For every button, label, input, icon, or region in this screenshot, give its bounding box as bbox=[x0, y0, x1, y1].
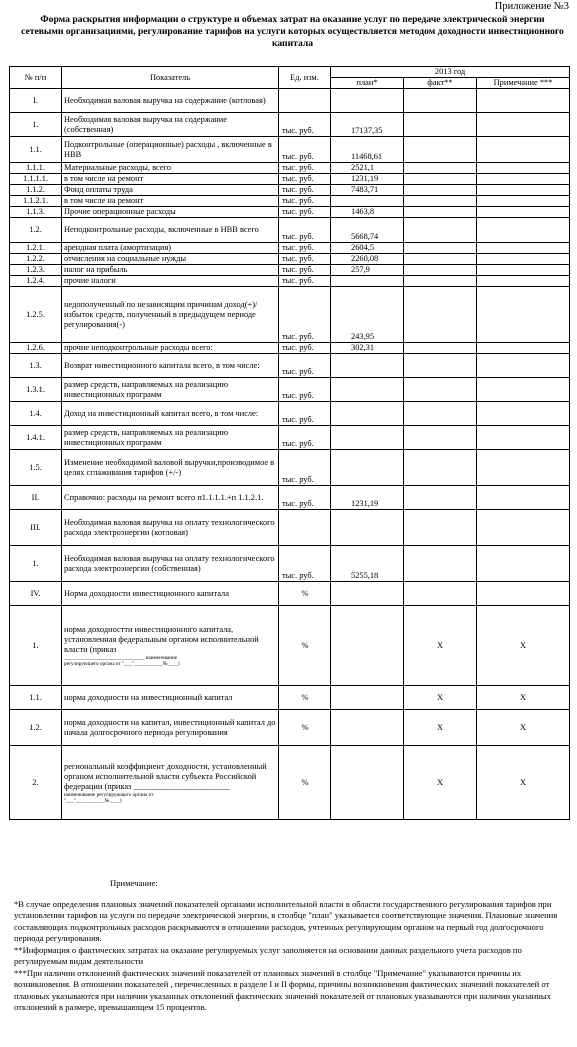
row-unit: тыс. руб. bbox=[279, 243, 331, 254]
row-fact bbox=[404, 113, 477, 137]
row-plan: 1231,19 bbox=[331, 174, 404, 185]
table-row bbox=[10, 276, 570, 287]
row-plan bbox=[331, 426, 404, 450]
row-number: I. bbox=[10, 89, 62, 113]
row-indicator bbox=[62, 207, 279, 218]
row-fact bbox=[404, 265, 477, 276]
indicator-text: в том числе на ремонт bbox=[64, 196, 144, 205]
indicator-text: в том числе на ремонт bbox=[64, 174, 144, 183]
row-indicator bbox=[62, 710, 279, 746]
header-year: 2013 год bbox=[331, 67, 570, 78]
row-fact: X bbox=[404, 710, 477, 746]
row-number: 1.2.2. bbox=[10, 254, 62, 265]
indicator-text: Изменение необходимой валовой выручки,производимое в целях сглаживания тарифов (+/-) bbox=[64, 457, 275, 477]
row-number: 2. bbox=[10, 746, 62, 820]
row-unit: тыс. руб. bbox=[279, 218, 331, 243]
indicator-text: размер средств, направляемых на реализацию инвестиционных программ bbox=[64, 427, 228, 447]
row-fact bbox=[404, 243, 477, 254]
table-row bbox=[10, 287, 570, 343]
row-indicator bbox=[62, 254, 279, 265]
row-number: 1.2.4. bbox=[10, 276, 62, 287]
order-caption: наименование регулирующего органа от bbox=[64, 791, 154, 798]
table-row bbox=[10, 113, 570, 137]
indicator-text: региональный коэффициент доходности, установленный органом исполнительной власти субъекта Российской федерации (приказ _______________________ bbox=[64, 761, 267, 791]
table-row bbox=[10, 137, 570, 163]
row-plan: 257,9 bbox=[331, 265, 404, 276]
row-indicator bbox=[62, 510, 279, 546]
row-number: IV. bbox=[10, 582, 62, 606]
table-row bbox=[10, 163, 570, 174]
row-indicator bbox=[62, 582, 279, 606]
indicator-text: арендная плата (амортизация) bbox=[64, 243, 172, 252]
header-note: Примечание *** bbox=[477, 78, 570, 89]
table-row bbox=[10, 378, 570, 402]
row-fact bbox=[404, 174, 477, 185]
header-fact: факт** bbox=[404, 78, 477, 89]
row-number: 1.2. bbox=[10, 218, 62, 243]
row-number: 1. bbox=[10, 113, 62, 137]
row-indicator bbox=[62, 606, 279, 686]
row-indicator bbox=[62, 218, 279, 243]
row-fact bbox=[404, 185, 477, 196]
row-plan: 11468,61 bbox=[331, 137, 404, 163]
row-note bbox=[477, 287, 570, 343]
row-number: 1.1.2.1. bbox=[10, 196, 62, 207]
row-unit: % bbox=[279, 710, 331, 746]
indicator-text: Возврат инвестиционного капитала всего, в том числе: bbox=[64, 360, 260, 370]
form-title: Форма раскрытия информации о структуре и объемах затрат на оказание услуг по передаче электрической энергии сетевыми организациями, регулирование тарифов на услуги которых осуществляется методом доходности инвестиционного капитала bbox=[21, 14, 564, 49]
row-number: 1.4.1. bbox=[10, 426, 62, 450]
row-fact bbox=[404, 426, 477, 450]
row-note bbox=[477, 89, 570, 113]
row-fact bbox=[404, 486, 477, 510]
row-plan bbox=[331, 606, 404, 686]
row-unit: тыс. руб. bbox=[279, 163, 331, 174]
row-plan bbox=[331, 89, 404, 113]
row-indicator bbox=[62, 402, 279, 426]
row-unit bbox=[279, 510, 331, 546]
table-row bbox=[10, 196, 570, 207]
header-indicator: Показатель bbox=[62, 67, 279, 89]
row-unit bbox=[279, 89, 331, 113]
table-row bbox=[10, 243, 570, 254]
row-fact: X bbox=[404, 606, 477, 686]
table-row bbox=[10, 354, 570, 378]
header-unit: Ед. изм. bbox=[279, 67, 331, 89]
row-unit: тыс. руб. bbox=[279, 185, 331, 196]
indicator-text: Необходимая валовая выручка на оплату технологического расхода электроэнергии (котловая) bbox=[64, 517, 275, 537]
indicator-text: Необходимая валовая выручка на содержание (собственная) bbox=[64, 114, 227, 134]
row-note bbox=[477, 343, 570, 354]
row-unit: % bbox=[279, 686, 331, 710]
row-number: 1.1.1.1. bbox=[10, 174, 62, 185]
row-fact bbox=[404, 254, 477, 265]
row-number: 1.4. bbox=[10, 402, 62, 426]
row-unit: тыс. руб. bbox=[279, 137, 331, 163]
row-note bbox=[477, 196, 570, 207]
row-indicator bbox=[62, 746, 279, 820]
cost-structure-table bbox=[9, 66, 570, 820]
row-note: X bbox=[477, 746, 570, 820]
row-unit: тыс. руб. bbox=[279, 426, 331, 450]
row-unit: % bbox=[279, 606, 331, 686]
row-indicator bbox=[62, 276, 279, 287]
table-row bbox=[10, 686, 570, 710]
row-fact bbox=[404, 137, 477, 163]
row-indicator bbox=[62, 686, 279, 710]
row-number: III. bbox=[10, 510, 62, 546]
header-num: № п/п bbox=[10, 67, 62, 89]
indicator-text: Доход на инвестиционный капитал всего, в том числе: bbox=[64, 408, 259, 418]
row-number: 1. bbox=[10, 546, 62, 582]
row-number: 1.1. bbox=[10, 686, 62, 710]
row-unit: тыс. руб. bbox=[279, 196, 331, 207]
row-unit: тыс. руб. bbox=[279, 486, 331, 510]
row-number: 1.1.1. bbox=[10, 163, 62, 174]
row-fact bbox=[404, 354, 477, 378]
indicator-text: Неподконтрольные расходы, включенные в НВВ всего bbox=[64, 225, 259, 234]
row-indicator bbox=[62, 426, 279, 450]
row-note bbox=[477, 254, 570, 265]
order-caption: _______________________________ наименование bbox=[64, 654, 178, 661]
row-fact: X bbox=[404, 746, 477, 820]
order-caption-2: регулирующего органа от "___"___________№____) bbox=[64, 660, 180, 667]
row-indicator bbox=[62, 243, 279, 254]
notes-section bbox=[14, 878, 564, 1014]
row-plan: 5255,18 bbox=[331, 546, 404, 582]
table-row bbox=[10, 343, 570, 354]
table-row bbox=[10, 510, 570, 546]
row-fact bbox=[404, 582, 477, 606]
row-indicator bbox=[62, 196, 279, 207]
row-note bbox=[477, 354, 570, 378]
indicator-text: отчисления на социальные нужды bbox=[64, 254, 187, 263]
indicator-text: налог на прибыль bbox=[64, 265, 128, 274]
row-unit: тыс. руб. bbox=[279, 287, 331, 343]
row-plan: 1231,19 bbox=[331, 486, 404, 510]
row-plan: 2260,08 bbox=[331, 254, 404, 265]
note-fact: **Информация о фактических затратах на оказание регулируемых услуг заполняется на основании данных раздельного учета расходов по регулируемым видам деятельности bbox=[14, 944, 522, 966]
row-fact bbox=[404, 402, 477, 426]
table-row bbox=[10, 426, 570, 450]
row-indicator bbox=[62, 185, 279, 196]
table-row bbox=[10, 710, 570, 746]
table-row bbox=[10, 450, 570, 486]
row-unit: тыс. руб. bbox=[279, 265, 331, 276]
table-row bbox=[10, 606, 570, 686]
indicator-text: Необходимая валовая выручка на содержание (котловая) bbox=[64, 95, 266, 105]
row-unit: тыс. руб. bbox=[279, 113, 331, 137]
row-unit: % bbox=[279, 582, 331, 606]
table-row bbox=[10, 174, 570, 185]
row-fact bbox=[404, 276, 477, 287]
row-number: 1. bbox=[10, 606, 62, 686]
row-note bbox=[477, 426, 570, 450]
indicator-text: Необходимая валовая выручка на оплату технологического расхода электроэнергии (собственная) bbox=[64, 553, 275, 573]
row-indicator bbox=[62, 137, 279, 163]
row-fact bbox=[404, 450, 477, 486]
table-row bbox=[10, 486, 570, 510]
row-number: 1.3.1. bbox=[10, 378, 62, 402]
row-number: 1.1.3. bbox=[10, 207, 62, 218]
row-indicator bbox=[62, 89, 279, 113]
table-row bbox=[10, 746, 570, 820]
row-note bbox=[477, 402, 570, 426]
indicator-text: недополученный по независящим причинам доход(+)/избыток средств, полученный в предыдущем периоде регулирования(-) bbox=[64, 299, 258, 329]
appendix-label: Приложение №3 bbox=[494, 1, 569, 12]
row-note bbox=[477, 378, 570, 402]
row-fact: X bbox=[404, 686, 477, 710]
table-row bbox=[10, 254, 570, 265]
row-number: 1.1. bbox=[10, 137, 62, 163]
row-fact bbox=[404, 196, 477, 207]
row-unit: тыс. руб. bbox=[279, 174, 331, 185]
row-number: 1.2.5. bbox=[10, 287, 62, 343]
row-plan bbox=[331, 710, 404, 746]
row-plan bbox=[331, 196, 404, 207]
row-number: 1.2.3. bbox=[10, 265, 62, 276]
row-indicator bbox=[62, 450, 279, 486]
row-unit: тыс. руб. bbox=[279, 378, 331, 402]
table-row bbox=[10, 582, 570, 606]
row-plan bbox=[331, 276, 404, 287]
indicator-text: прочие неподконтрольные расходы всего: bbox=[64, 343, 213, 352]
row-note bbox=[477, 265, 570, 276]
indicator-text: прочие налоги bbox=[64, 276, 116, 285]
row-plan bbox=[331, 378, 404, 402]
row-indicator bbox=[62, 343, 279, 354]
row-indicator bbox=[62, 265, 279, 276]
row-plan bbox=[331, 582, 404, 606]
row-plan bbox=[331, 510, 404, 546]
row-plan bbox=[331, 450, 404, 486]
row-fact bbox=[404, 218, 477, 243]
row-number: 1.2. bbox=[10, 710, 62, 746]
indicator-text: размер средств, направляемых на реализацию инвестиционных программ bbox=[64, 379, 228, 399]
row-plan: 243,95 bbox=[331, 287, 404, 343]
row-fact bbox=[404, 510, 477, 546]
row-note bbox=[477, 163, 570, 174]
row-note bbox=[477, 486, 570, 510]
row-plan: 2604,5 bbox=[331, 243, 404, 254]
row-note bbox=[477, 510, 570, 546]
header-plan: план* bbox=[331, 78, 404, 89]
row-unit: тыс. руб. bbox=[279, 450, 331, 486]
row-unit: тыс. руб. bbox=[279, 276, 331, 287]
order-caption-2: "___"___________№____) bbox=[64, 797, 122, 804]
row-indicator bbox=[62, 163, 279, 174]
row-fact bbox=[404, 378, 477, 402]
row-plan: 5668,74 bbox=[331, 218, 404, 243]
table-row bbox=[10, 546, 570, 582]
row-number: 1.2.1. bbox=[10, 243, 62, 254]
row-fact bbox=[404, 287, 477, 343]
row-number: 1.5. bbox=[10, 450, 62, 486]
table-row bbox=[10, 402, 570, 426]
note-remark: ***При наличии отклонений фактических значений показателей от плановых значений в столбце "Примечание" указываются причины их возникновения. В отношении показателей , перечисленных в разделе I и II формы, причины возникновения фактических значений показателей от плановых указываются при наличии указанных отклонений фактических значений показателей от плановых указываются при наличии указанных отклонений в размере, превышающем 15 процентов. bbox=[14, 967, 551, 1012]
row-indicator bbox=[62, 486, 279, 510]
row-note: X bbox=[477, 710, 570, 746]
row-indicator bbox=[62, 546, 279, 582]
indicator-text: Материальные расходы, всего bbox=[64, 163, 171, 172]
indicator-text: норма доходности на инвестиционный капитал bbox=[64, 692, 233, 702]
indicator-text: Прочие операционные расходы bbox=[64, 207, 176, 216]
table-row bbox=[10, 89, 570, 113]
row-indicator bbox=[62, 354, 279, 378]
row-indicator bbox=[62, 287, 279, 343]
row-indicator bbox=[62, 113, 279, 137]
row-note bbox=[477, 218, 570, 243]
row-unit: тыс. руб. bbox=[279, 546, 331, 582]
row-note bbox=[477, 546, 570, 582]
row-note bbox=[477, 185, 570, 196]
row-note bbox=[477, 207, 570, 218]
table-row bbox=[10, 185, 570, 196]
indicator-text: норма доходности на капитал, инвестиционный капитал до начала долгосрочного периода регулирования bbox=[64, 717, 276, 737]
row-unit: тыс. руб. bbox=[279, 354, 331, 378]
table-row bbox=[10, 207, 570, 218]
notes-heading: Примечание: bbox=[110, 878, 158, 888]
row-note bbox=[477, 243, 570, 254]
row-plan bbox=[331, 354, 404, 378]
row-plan bbox=[331, 686, 404, 710]
row-number: 1.2.6. bbox=[10, 343, 62, 354]
row-fact bbox=[404, 163, 477, 174]
row-plan bbox=[331, 746, 404, 820]
row-plan: 302,31 bbox=[331, 343, 404, 354]
row-note bbox=[477, 174, 570, 185]
table-row bbox=[10, 265, 570, 276]
row-note: X bbox=[477, 686, 570, 710]
row-note bbox=[477, 113, 570, 137]
row-unit: тыс. руб. bbox=[279, 254, 331, 265]
indicator-text: Справочно: расходы на ремонт всего п1.1.1.1.+п 1.1.2.1. bbox=[64, 492, 264, 502]
row-note bbox=[477, 276, 570, 287]
row-fact bbox=[404, 207, 477, 218]
row-unit: % bbox=[279, 746, 331, 820]
row-number: II. bbox=[10, 486, 62, 510]
indicator-text: Фонд оплаты труда bbox=[64, 185, 133, 194]
row-number: 1.3. bbox=[10, 354, 62, 378]
row-fact bbox=[404, 89, 477, 113]
row-plan: 2521,1 bbox=[331, 163, 404, 174]
row-note bbox=[477, 137, 570, 163]
row-fact bbox=[404, 546, 477, 582]
row-unit: тыс. руб. bbox=[279, 343, 331, 354]
row-plan: 1463,8 bbox=[331, 207, 404, 218]
indicator-text: Норма доходности инвестиционного капитала bbox=[64, 588, 229, 598]
row-plan bbox=[331, 402, 404, 426]
row-note bbox=[477, 450, 570, 486]
row-plan: 7483,71 bbox=[331, 185, 404, 196]
row-indicator bbox=[62, 174, 279, 185]
row-note bbox=[477, 582, 570, 606]
row-fact bbox=[404, 343, 477, 354]
table-row bbox=[10, 218, 570, 243]
row-plan: 17137,35 bbox=[331, 113, 404, 137]
note-plan: *В случае определения плановых значений показателей органами исполнительной власти в области государственного регулирования тарифов при установлении тарифов на услуги по передаче электрической энергии, в столбце "план" указывается соответствующие значения. Плановые значения составляющих подконтрольных расходов раскрываются в отношении расходов, учтенных регулирующим органом на первый год долгосрочного периода регулирования. bbox=[14, 898, 558, 943]
row-unit: тыс. руб. bbox=[279, 207, 331, 218]
row-indicator bbox=[62, 378, 279, 402]
indicator-text: Подконтрольные (операционные) расходы , включенные в НВВ bbox=[64, 139, 272, 159]
row-note: X bbox=[477, 606, 570, 686]
row-unit: тыс. руб. bbox=[279, 402, 331, 426]
indicator-text: норма доходностти инвестиционного капитала, установленная федеральным органом исполнительной власти (приказ bbox=[64, 624, 259, 654]
row-number: 1.1.2. bbox=[10, 185, 62, 196]
